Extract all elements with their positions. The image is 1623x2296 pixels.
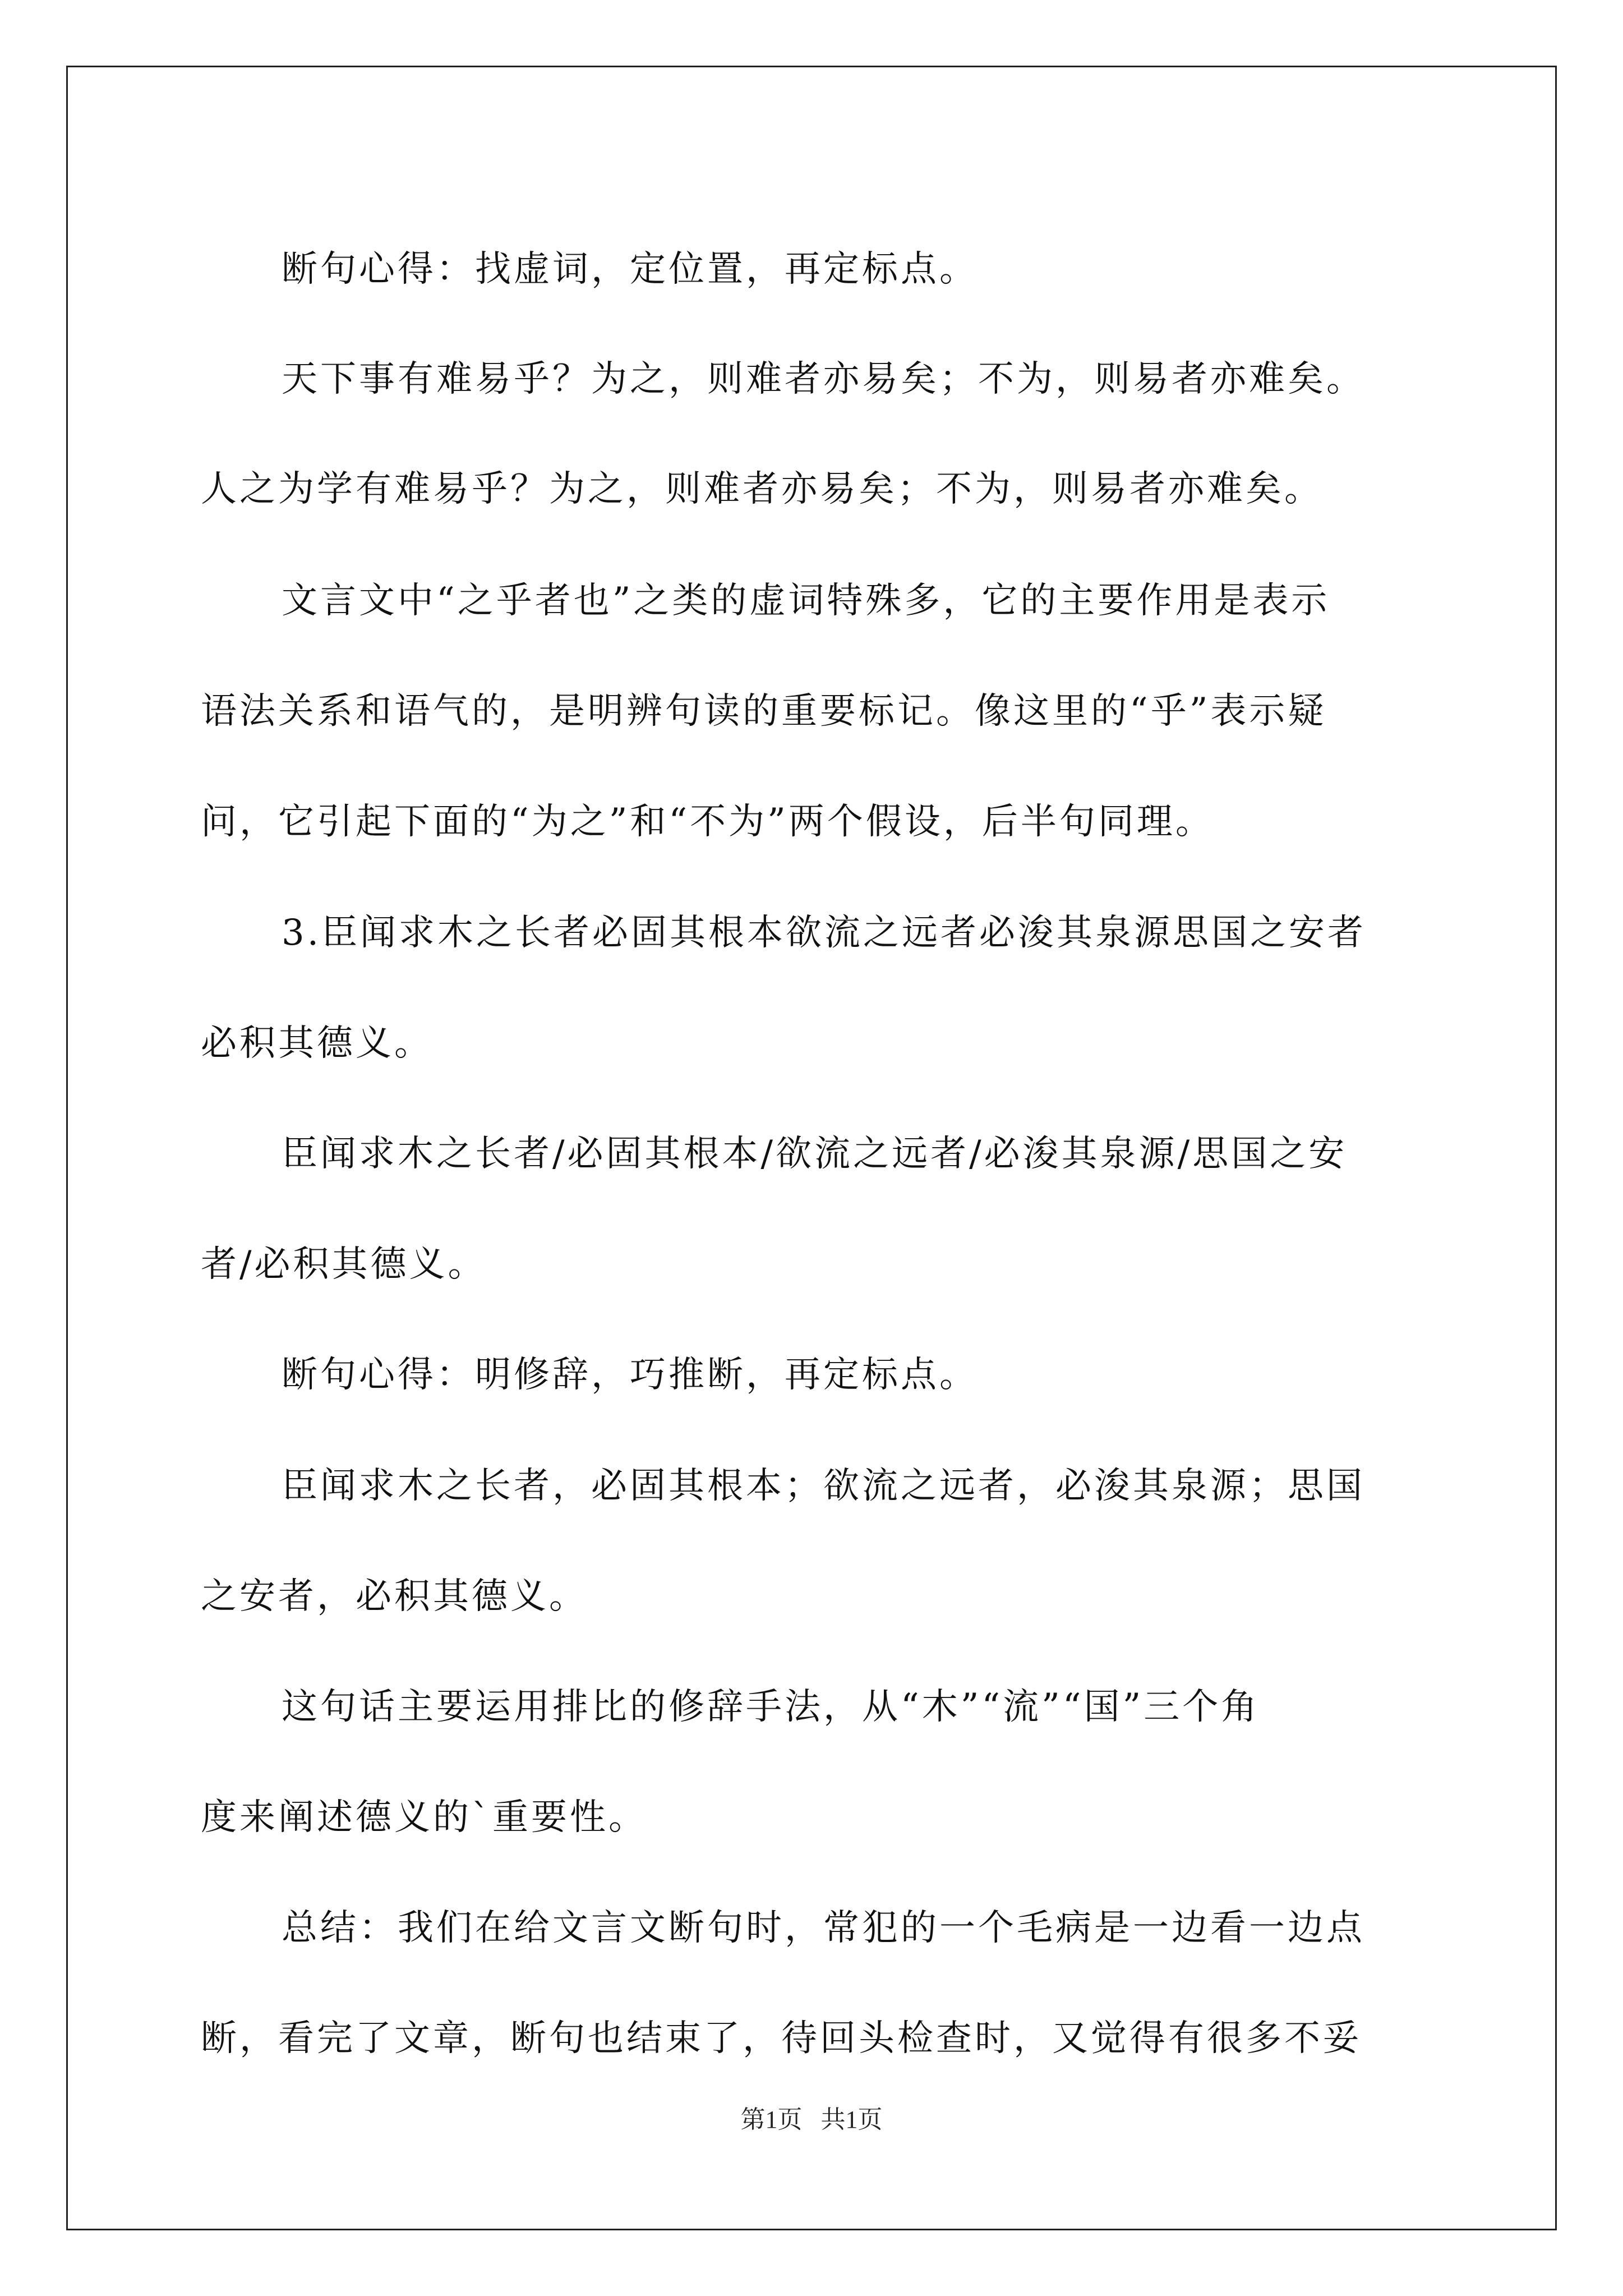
paragraph-line-4: 文言文中“之乎者也”之类的虚词特殊多，它的主要作用是表示 bbox=[282, 580, 1330, 622]
paragraph-line-10: 者/必积其德义。 bbox=[201, 1244, 487, 1285]
paragraph-line-11: 断句心得：明修辞，巧推断，再定标点。 bbox=[282, 1354, 978, 1396]
paragraph-line-1: 断句心得：找虚词，定位置，再定标点。 bbox=[282, 249, 978, 290]
paragraph-line-3: 人之为学有难易乎？为之，则难者亦易矣；不为，则易者亦难矣。 bbox=[201, 468, 1323, 510]
paragraph-line-13: 之安者，必积其德义。 bbox=[201, 1576, 588, 1617]
page-number-footer: 第1页 共1页 bbox=[740, 2106, 883, 2133]
paragraph-line-12: 臣闻求木之长者，必固其根本；欲流之远者，必浚其泉源；思国 bbox=[282, 1465, 1365, 1507]
paragraph-line-7: 3.臣闻求木之长者必固其根本欲流之远者必浚其泉源思国之安者 bbox=[282, 912, 1367, 954]
paragraph-line-17: 断，看完了文章，断句也结束了，待回头检查时，又觉得有很多不妥 bbox=[201, 2018, 1362, 2059]
paragraph-line-8: 必积其德义。 bbox=[201, 1023, 433, 1064]
paragraph-line-2: 天下事有难易乎？为之，则难者亦易矣；不为，则易者亦难矣。 bbox=[282, 358, 1365, 400]
paragraph-line-6: 问，它引起下面的“为之”和“不为”两个假设，后半句同理。 bbox=[201, 801, 1214, 843]
paragraph-line-14: 这句话主要运用排比的修辞手法，从“木”“流”“国”三个角 bbox=[282, 1686, 1260, 1728]
paragraph-line-15: 度来阐述德义的`重要性。 bbox=[201, 1797, 647, 1838]
paragraph-line-9: 臣闻求木之长者/必固其根本/欲流之远者/必浚其泉源/思国之安 bbox=[282, 1133, 1348, 1175]
paragraph-line-5: 语法关系和语气的，是明辨句读的重要标记。像这里的“乎”表示疑 bbox=[201, 691, 1327, 732]
paragraph-line-16: 总结：我们在给文言文断句时，常犯的一个毛病是一边看一边点 bbox=[282, 1907, 1365, 1949]
